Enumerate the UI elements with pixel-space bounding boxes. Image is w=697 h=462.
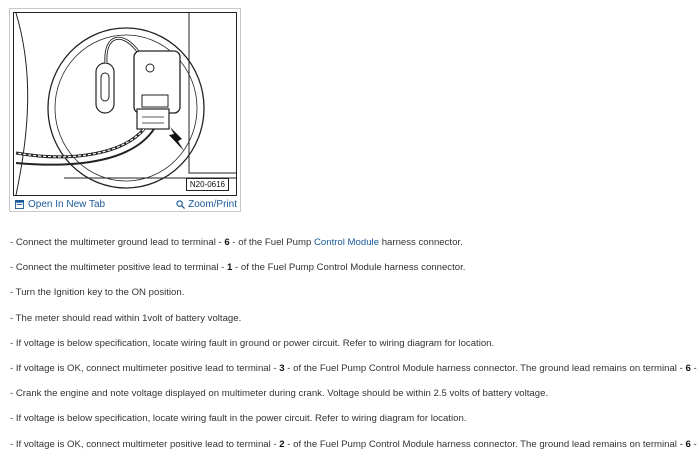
list-item: - If voltage is OK, connect multimeter positive lead to terminal - 3 - of the Fuel Pump Control Module harness connector. The ground lead remains on terminal - 6 -	[10, 362, 697, 374]
list-item: - Connect the multimeter ground lead to terminal - 6 - of the Fuel Pump Control Module harness connector.	[10, 237, 463, 248]
instruction-list	[10, 235, 697, 462]
open-tab-icon	[15, 200, 24, 209]
open-in-new-tab-label: Open In New Tab	[28, 199, 106, 210]
list-item: - If voltage is OK, connect multimeter positive lead to terminal - 2 - of the Fuel Pump Control Module harness connector. The ground lead remains on terminal - 6 -	[10, 438, 697, 450]
list-item: - Crank the engine and note voltage displayed on multimeter during crank. Voltage should be within 2.5 volts of battery voltage.	[10, 388, 549, 400]
list-item: - The meter should read within 1volt of battery voltage.	[10, 312, 242, 324]
component-illustration[interactable]	[13, 12, 237, 196]
figure-actions	[10, 199, 240, 213]
zoom-print-link[interactable]	[176, 199, 237, 210]
figure-card	[9, 8, 241, 212]
open-in-new-tab-link[interactable]	[15, 199, 105, 210]
list-item: - If voltage is below specification, locate wiring fault in ground or power circuit. Refer to wiring diagram for location.	[10, 337, 495, 349]
fuel-pump-module-drawing	[14, 13, 236, 195]
list-item: - Connect the multimeter positive lead to terminal - 1 - of the Fuel Pump Control Module harness connector.	[10, 262, 466, 274]
list-item: - If voltage is below specification, locate wiring fault in the power circuit. Refer to wiring diagram for location.	[10, 413, 467, 425]
list-item: - Turn the Ignition key to the ON position.	[10, 287, 185, 299]
figure-id-label: N20-0616	[186, 178, 229, 191]
zoom-print-label: Zoom/Print	[188, 199, 237, 210]
magnifier-icon	[176, 200, 185, 209]
control-module-link[interactable]: Control Module	[313, 237, 380, 248]
